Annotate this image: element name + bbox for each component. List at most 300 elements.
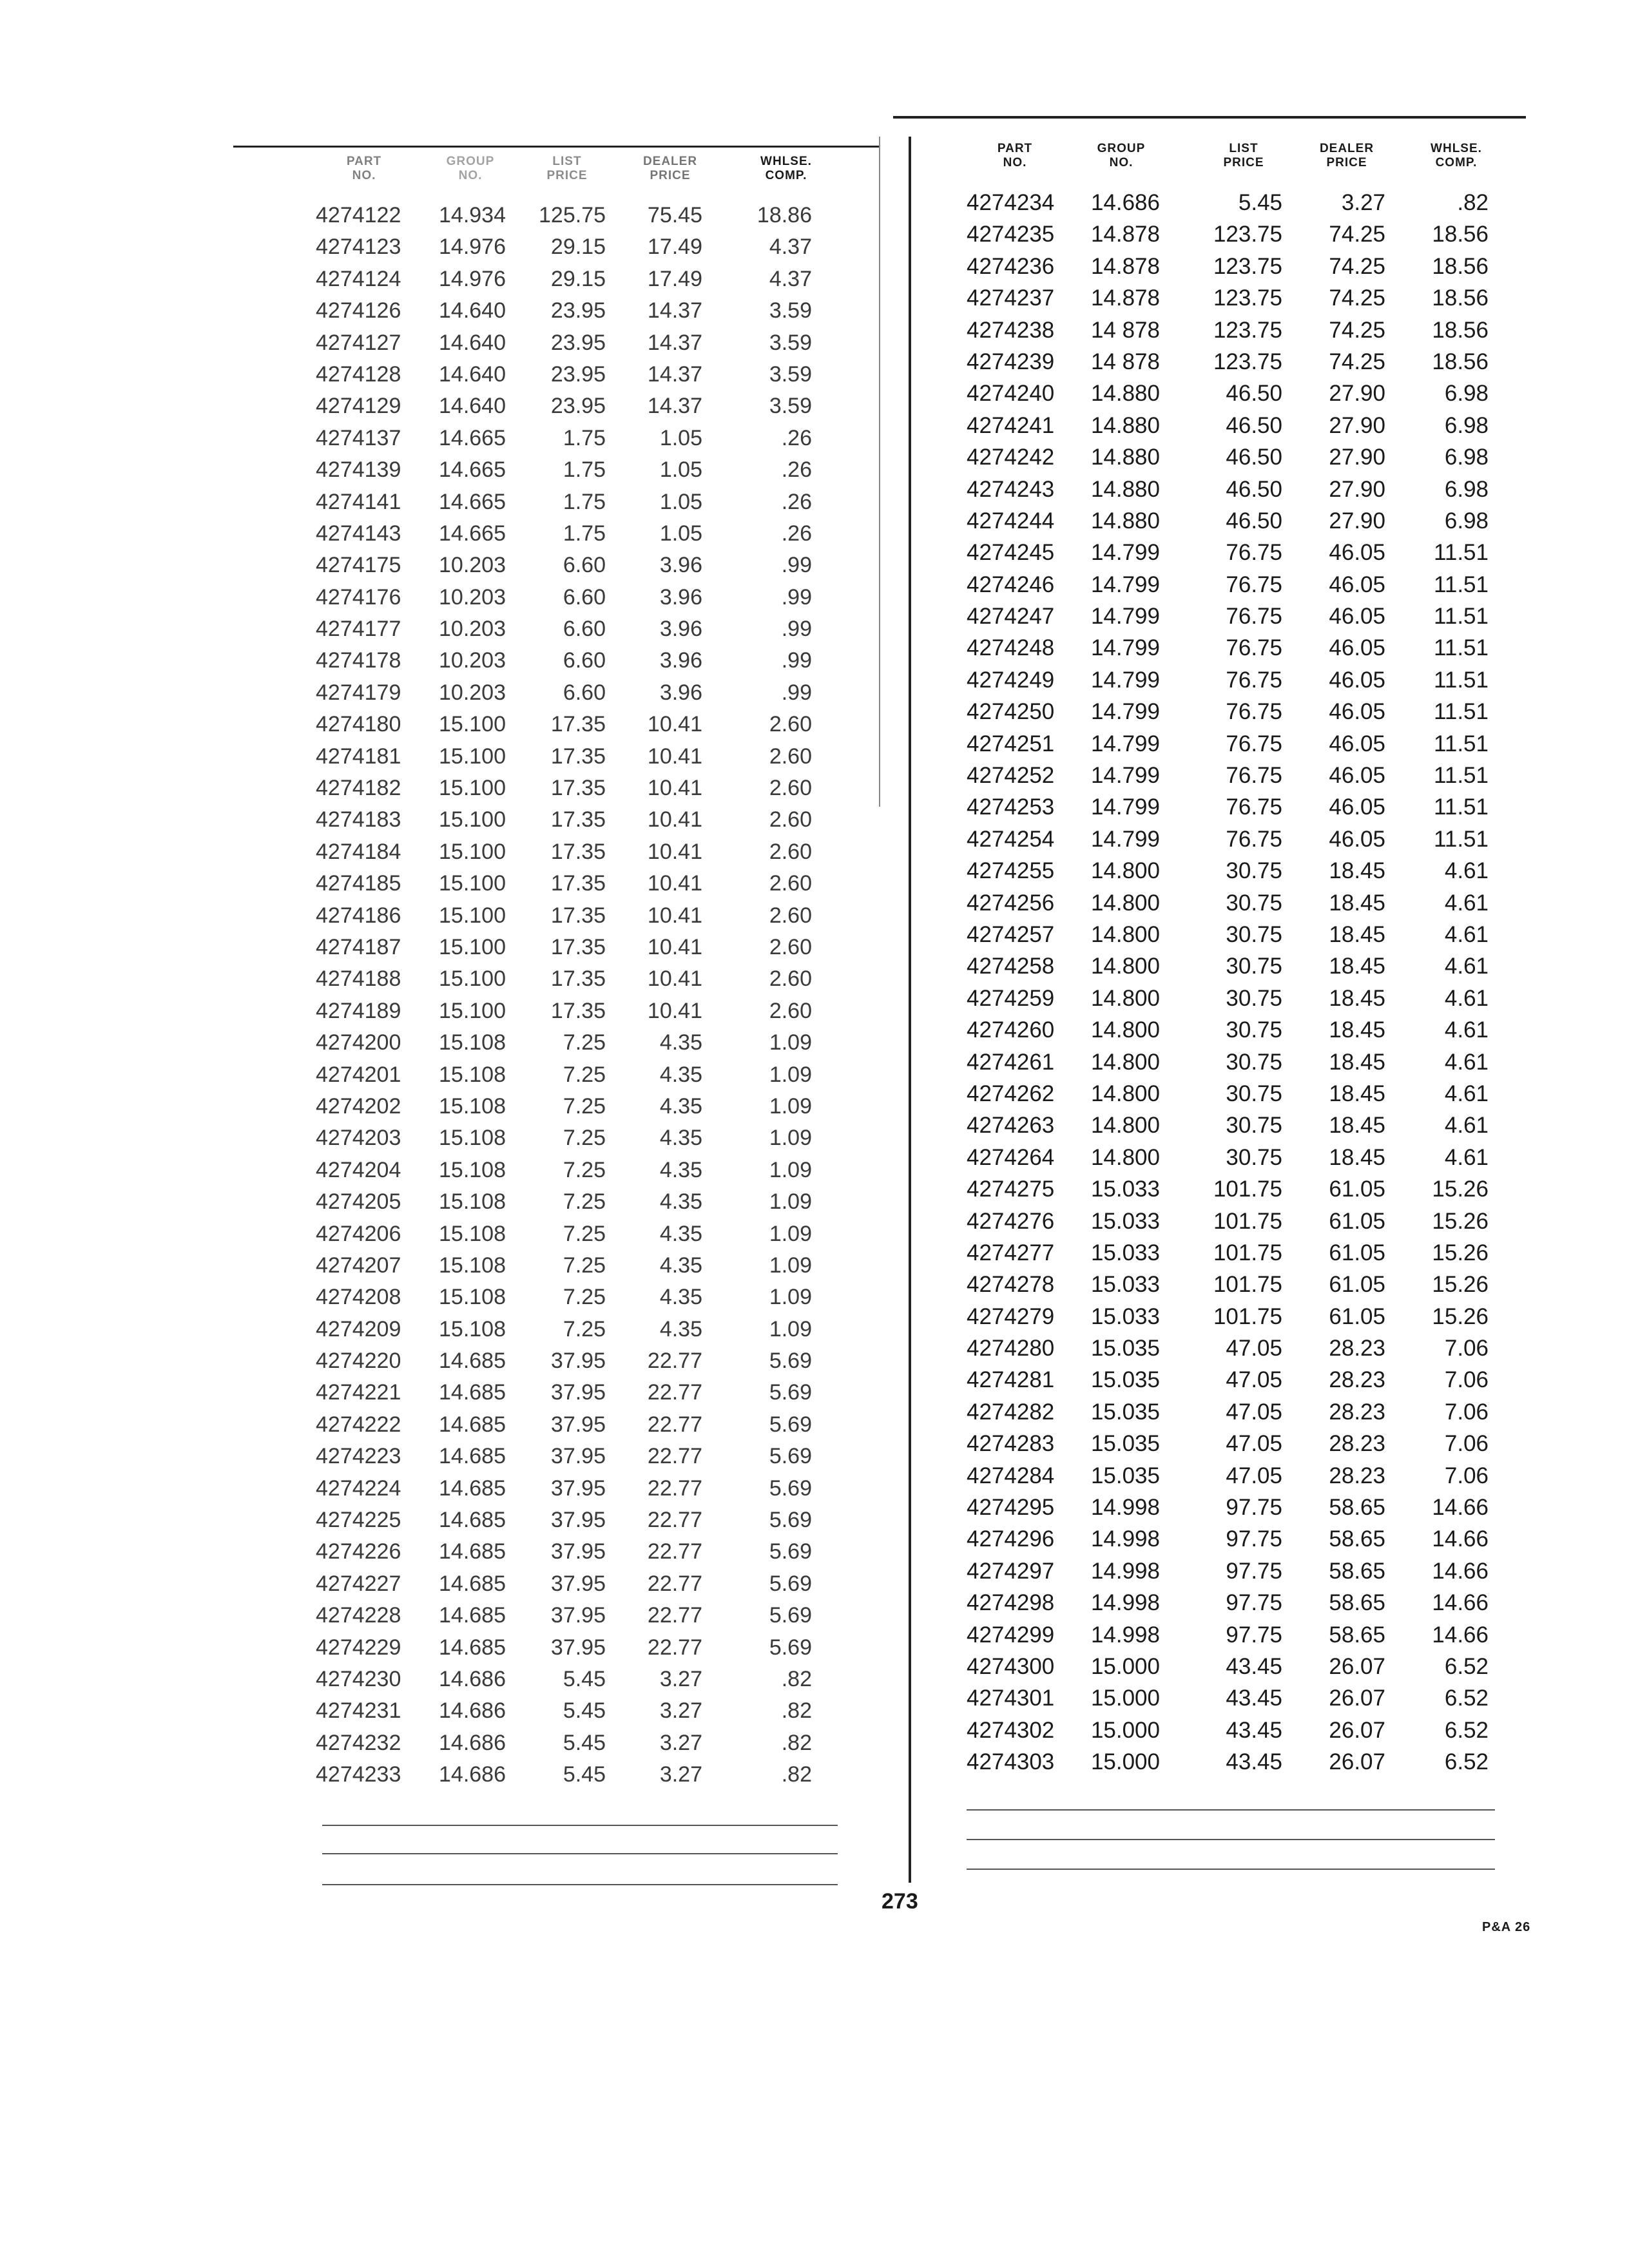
- group-no-cell: 15.108: [439, 1157, 506, 1182]
- dealer-price-cell: 17.49: [647, 235, 702, 260]
- table-row: [967, 760, 1534, 791]
- dealer-price-cell: 61.05: [1329, 1208, 1385, 1234]
- table-row: [967, 1332, 1534, 1364]
- group-no-cell: 15.000: [1090, 1686, 1160, 1711]
- whlse-comp-cell: 6.98: [1444, 508, 1489, 533]
- table-row: [309, 1218, 876, 1250]
- part-no-cell: 4274247: [967, 604, 1055, 629]
- whlse-comp-cell: 5.69: [769, 1635, 812, 1660]
- header-group-no: GROUP NO.: [446, 155, 495, 182]
- part-no-cell: 4274296: [967, 1526, 1055, 1552]
- dealer-price-cell: 10.41: [647, 839, 702, 864]
- column-divider: [909, 137, 911, 1883]
- whlse-comp-cell: 1.09: [769, 1126, 812, 1151]
- list-price-cell: 101.75: [1213, 1240, 1282, 1265]
- table-row: [309, 327, 876, 359]
- list-price-cell: 76.75: [1226, 699, 1282, 725]
- part-no-cell: 4274181: [316, 744, 401, 769]
- part-no-cell: 4274143: [316, 521, 401, 546]
- whlse-comp-cell: .99: [781, 617, 812, 642]
- list-price-cell: 7.25: [563, 1093, 606, 1119]
- part-no-cell: 4274185: [316, 871, 401, 896]
- group-no-cell: 15.100: [439, 934, 506, 959]
- whlse-comp-cell: 4.61: [1444, 1017, 1489, 1043]
- group-no-cell: 15.108: [439, 1093, 506, 1119]
- group-no-cell: 15.035: [1090, 1367, 1160, 1393]
- whlse-comp-cell: 1.09: [769, 1285, 812, 1310]
- part-no-cell: 4274225: [316, 1508, 401, 1533]
- part-no-cell: 4274301: [967, 1686, 1055, 1711]
- part-no-cell: 4274175: [316, 553, 401, 578]
- whlse-comp-cell: 11.51: [1434, 826, 1489, 852]
- whlse-comp-cell: 5.69: [769, 1349, 812, 1374]
- group-no-cell: 14.998: [1090, 1495, 1160, 1521]
- whlse-comp-cell: 2.60: [769, 839, 812, 864]
- group-no-cell: 15.035: [1090, 1463, 1160, 1488]
- whlse-comp-cell: 6.98: [1444, 381, 1489, 407]
- part-no-cell: 4274282: [967, 1399, 1055, 1425]
- dealer-price-cell: 58.65: [1329, 1558, 1385, 1584]
- whlse-comp-cell: 1.09: [769, 1030, 812, 1055]
- table-row: [967, 1428, 1534, 1459]
- part-no-cell: 4274300: [967, 1653, 1055, 1679]
- group-no-cell: 14.800: [1090, 1113, 1160, 1139]
- dealer-price-cell: 1.05: [659, 457, 702, 483]
- whlse-comp-cell: .26: [781, 489, 812, 514]
- table-row: [309, 1473, 876, 1504]
- table-row: [967, 314, 1534, 346]
- group-no-cell: 14.800: [1090, 890, 1160, 916]
- table-row: [309, 200, 876, 231]
- list-price-cell: 37.95: [550, 1539, 606, 1564]
- table-row: [309, 900, 876, 932]
- whlse-comp-cell: 2.60: [769, 871, 812, 896]
- part-no-cell: 4274137: [316, 425, 401, 450]
- dealer-price-cell: 22.77: [647, 1571, 702, 1596]
- group-no-cell: 14.799: [1090, 572, 1160, 597]
- whlse-comp-cell: 5.69: [769, 1444, 812, 1469]
- part-no-cell: 4274141: [316, 489, 401, 514]
- whlse-comp-cell: 2.60: [769, 776, 812, 801]
- part-no-cell: 4274124: [316, 266, 401, 291]
- table-row: [309, 1568, 876, 1600]
- table-row: [309, 1345, 876, 1377]
- part-no-cell: 4274178: [316, 648, 401, 673]
- list-price-cell: 30.75: [1226, 858, 1282, 884]
- dealer-price-cell: 61.05: [1329, 1303, 1385, 1329]
- dealer-price-cell: 3.96: [659, 680, 702, 705]
- part-no-cell: 4274202: [316, 1093, 401, 1119]
- whlse-comp-cell: 2.60: [769, 712, 812, 737]
- part-no-cell: 4274229: [316, 1635, 401, 1660]
- table-row: [967, 1078, 1534, 1110]
- part-no-cell: 4274234: [967, 190, 1055, 215]
- table-row: [967, 919, 1534, 950]
- dealer-price-cell: 58.65: [1329, 1590, 1385, 1616]
- group-no-cell: 14.799: [1090, 699, 1160, 725]
- list-price-cell: 17.35: [550, 998, 606, 1023]
- list-price-cell: 23.95: [550, 330, 606, 355]
- right-price-table: [967, 142, 1534, 1785]
- part-no-cell: 4274129: [316, 394, 401, 419]
- list-price-cell: 43.45: [1226, 1686, 1282, 1711]
- list-price-cell: 17.35: [550, 776, 606, 801]
- list-price-cell: 17.35: [550, 807, 606, 832]
- header-dealer-price: DEALER PRICE: [1319, 142, 1374, 169]
- whlse-comp-cell: 18.56: [1432, 285, 1489, 311]
- whlse-comp-cell: 11.51: [1434, 635, 1489, 661]
- dealer-price-cell: 75.45: [647, 203, 702, 227]
- whlse-comp-cell: 11.51: [1434, 667, 1489, 693]
- part-no-cell: 4274123: [316, 235, 401, 260]
- table-row: [309, 773, 876, 804]
- dealer-price-cell: 10.41: [647, 966, 702, 992]
- list-price-cell: 46.50: [1226, 412, 1282, 438]
- table-row: [309, 1059, 876, 1091]
- table-row: [309, 231, 876, 263]
- part-no-cell: 4274262: [967, 1081, 1055, 1106]
- list-price-cell: 5.45: [563, 1698, 606, 1724]
- dealer-price-cell: 14.37: [647, 298, 702, 323]
- dealer-price-cell: 28.23: [1329, 1367, 1385, 1393]
- whlse-comp-cell: 6.98: [1444, 476, 1489, 502]
- dealer-price-cell: 3.96: [659, 648, 702, 673]
- table-row: [309, 295, 876, 327]
- table-row: [309, 423, 876, 454]
- part-no-cell: 4274187: [316, 934, 401, 959]
- whlse-comp-cell: 18.56: [1432, 222, 1489, 247]
- dealer-price-cell: 1.05: [659, 489, 702, 514]
- dealer-price-cell: 26.07: [1329, 1686, 1385, 1711]
- part-no-cell: 4274246: [967, 572, 1055, 597]
- group-no-cell: 15.033: [1090, 1240, 1160, 1265]
- part-no-cell: 4274239: [967, 349, 1055, 374]
- list-price-cell: 101.75: [1213, 1177, 1282, 1202]
- dealer-price-cell: 18.45: [1329, 921, 1385, 947]
- whlse-comp-cell: 1.09: [769, 1062, 812, 1087]
- group-no-cell: 15.033: [1090, 1177, 1160, 1202]
- whlse-comp-cell: 7.06: [1444, 1336, 1489, 1361]
- table-row: [967, 1301, 1534, 1332]
- part-no-cell: 4274224: [316, 1475, 401, 1501]
- table-row: [967, 569, 1534, 601]
- list-price-cell: 17.35: [550, 871, 606, 896]
- table-row: [967, 410, 1534, 441]
- list-price-cell: 7.25: [563, 1189, 606, 1215]
- group-no-cell: 14.880: [1090, 445, 1160, 470]
- whlse-comp-cell: 6.52: [1444, 1653, 1489, 1679]
- whlse-comp-cell: 1.09: [769, 1316, 812, 1341]
- table-row: [967, 1619, 1534, 1651]
- blank-line-right-1: [967, 1809, 1495, 1811]
- table-row: [967, 441, 1534, 473]
- group-no-cell: 14.800: [1090, 1144, 1160, 1170]
- part-no-cell: 4274260: [967, 1017, 1055, 1043]
- part-no-cell: 4274236: [967, 253, 1055, 279]
- table-row: [309, 995, 876, 1027]
- list-price-cell: 123.75: [1213, 285, 1282, 311]
- whlse-comp-cell: 15.26: [1432, 1303, 1489, 1329]
- group-no-cell: 15.000: [1090, 1717, 1160, 1743]
- whlse-comp-cell: 11.51: [1434, 794, 1489, 820]
- group-no-cell: 14.685: [439, 1444, 506, 1469]
- table-row: [967, 632, 1534, 664]
- table-row: [309, 932, 876, 963]
- group-no-cell: 10.203: [439, 553, 506, 578]
- whlse-comp-cell: 4.61: [1444, 1081, 1489, 1106]
- list-price-cell: 7.25: [563, 1062, 606, 1087]
- part-no-cell: 4274240: [967, 381, 1055, 407]
- whlse-comp-cell: 4.37: [769, 266, 812, 291]
- group-no-cell: 14.976: [439, 266, 506, 291]
- list-price-cell: 17.35: [550, 966, 606, 992]
- group-no-cell: 14.685: [439, 1635, 506, 1660]
- dealer-price-cell: 10.41: [647, 998, 702, 1023]
- list-price-cell: 123.75: [1213, 349, 1282, 374]
- dealer-price-cell: 22.77: [647, 1635, 702, 1660]
- whlse-comp-cell: 3.59: [769, 298, 812, 323]
- whlse-comp-cell: 1.09: [769, 1221, 812, 1246]
- list-price-cell: 76.75: [1226, 635, 1282, 661]
- dealer-price-cell: 28.23: [1329, 1431, 1385, 1457]
- group-no-cell: 14.640: [439, 330, 506, 355]
- group-no-cell: 15.100: [439, 744, 506, 769]
- top-rule-right: [893, 116, 1526, 119]
- list-price-cell: 7.25: [563, 1030, 606, 1055]
- dealer-price-cell: 18.45: [1329, 1049, 1385, 1075]
- left-price-table: [309, 155, 876, 1798]
- whlse-comp-cell: .26: [781, 425, 812, 450]
- table-row: [309, 1441, 876, 1472]
- group-no-cell: 10.203: [439, 584, 506, 610]
- whlse-comp-cell: 5.69: [769, 1475, 812, 1501]
- table-row: [309, 1186, 876, 1218]
- list-price-cell: 37.95: [550, 1635, 606, 1660]
- table-row: [967, 346, 1534, 378]
- list-price-cell: 76.75: [1226, 667, 1282, 693]
- group-no-cell: 15.108: [439, 1221, 506, 1246]
- dealer-price-cell: 61.05: [1329, 1240, 1385, 1265]
- group-no-cell: 14.799: [1090, 667, 1160, 693]
- dealer-price-cell: 10.41: [647, 776, 702, 801]
- list-price-cell: 97.75: [1226, 1622, 1282, 1648]
- table-row: [309, 613, 876, 645]
- group-no-cell: 14.685: [439, 1571, 506, 1596]
- part-no-cell: 4274231: [316, 1698, 401, 1724]
- group-no-cell: 14.998: [1090, 1526, 1160, 1552]
- table-row: [967, 187, 1534, 218]
- list-price-cell: 7.25: [563, 1253, 606, 1278]
- part-no-cell: 4274255: [967, 858, 1055, 884]
- whlse-comp-cell: 3.59: [769, 361, 812, 387]
- header-group-no: GROUP NO.: [1097, 142, 1146, 169]
- table-row: [967, 950, 1534, 982]
- list-price-cell: 17.35: [550, 744, 606, 769]
- list-price-cell: 97.75: [1226, 1495, 1282, 1521]
- list-price-cell: 17.35: [550, 839, 606, 864]
- whlse-comp-cell: 2.60: [769, 807, 812, 832]
- part-no-cell: 4274254: [967, 826, 1055, 852]
- group-no-cell: 14.665: [439, 425, 506, 450]
- dealer-price-cell: 4.35: [659, 1221, 702, 1246]
- group-no-cell: 15.100: [439, 839, 506, 864]
- group-no-cell: 15.100: [439, 807, 506, 832]
- whlse-comp-cell: 5.69: [769, 1539, 812, 1564]
- whlse-comp-cell: 1.09: [769, 1253, 812, 1278]
- group-no-cell: 14.640: [439, 361, 506, 387]
- dealer-price-cell: 46.05: [1329, 635, 1385, 661]
- group-no-cell: 10.203: [439, 680, 506, 705]
- table-row: [309, 1314, 876, 1345]
- group-no-cell: 14.799: [1090, 604, 1160, 629]
- dealer-price-cell: 18.45: [1329, 858, 1385, 884]
- dealer-price-cell: 4.35: [659, 1062, 702, 1087]
- table-row: [967, 1014, 1534, 1046]
- whlse-comp-cell: 14.66: [1432, 1526, 1489, 1552]
- whlse-comp-cell: 18.86: [757, 203, 812, 227]
- list-price-cell: 37.95: [550, 1444, 606, 1469]
- table-row: [967, 1651, 1534, 1682]
- part-no-cell: 4274299: [967, 1622, 1055, 1648]
- dealer-price-cell: 74.25: [1329, 349, 1385, 374]
- table-row: [967, 1269, 1534, 1300]
- part-no-cell: 4274275: [967, 1177, 1055, 1202]
- dealer-price-cell: 3.27: [659, 1762, 702, 1787]
- part-no-cell: 4274303: [967, 1749, 1055, 1775]
- part-no-cell: 4274257: [967, 921, 1055, 947]
- list-price-cell: 6.60: [563, 648, 606, 673]
- dealer-price-cell: 1.05: [659, 425, 702, 450]
- group-no-cell: 14.665: [439, 457, 506, 483]
- table-row: [967, 218, 1534, 250]
- dealer-price-cell: 10.41: [647, 807, 702, 832]
- whlse-comp-cell: 4.61: [1444, 858, 1489, 884]
- group-no-cell: 14.686: [439, 1698, 506, 1724]
- part-no-cell: 4274233: [316, 1762, 401, 1787]
- list-price-cell: 37.95: [550, 1571, 606, 1596]
- part-no-cell: 4274258: [967, 954, 1055, 979]
- list-price-cell: 29.15: [550, 235, 606, 260]
- list-price-cell: 5.45: [1238, 190, 1282, 215]
- table-row: [309, 1695, 876, 1727]
- header-part-no: PART NO.: [997, 142, 1033, 169]
- whlse-comp-cell: 11.51: [1434, 604, 1489, 629]
- dealer-price-cell: 3.96: [659, 553, 702, 578]
- list-price-cell: 47.05: [1226, 1431, 1282, 1457]
- part-no-cell: 4274284: [967, 1463, 1055, 1488]
- dealer-price-cell: 10.41: [647, 712, 702, 737]
- group-no-cell: 15.035: [1090, 1431, 1160, 1457]
- dealer-price-cell: 4.35: [659, 1093, 702, 1119]
- dealer-price-cell: 18.45: [1329, 1081, 1385, 1106]
- group-no-cell: 15.100: [439, 776, 506, 801]
- whlse-comp-cell: 5.69: [769, 1571, 812, 1596]
- whlse-comp-cell: 5.69: [769, 1412, 812, 1437]
- list-price-cell: 5.45: [563, 1730, 606, 1755]
- group-no-cell: 14.998: [1090, 1622, 1160, 1648]
- list-price-cell: 29.15: [550, 266, 606, 291]
- table-row: [967, 378, 1534, 409]
- dealer-price-cell: 27.90: [1329, 412, 1385, 438]
- list-price-cell: 30.75: [1226, 1144, 1282, 1170]
- group-no-cell: 14 878: [1090, 349, 1160, 374]
- table-row: [967, 251, 1534, 282]
- part-no-cell: 4274230: [316, 1666, 401, 1691]
- table-row: [309, 1504, 876, 1536]
- whlse-comp-cell: 2.60: [769, 744, 812, 769]
- group-no-cell: 14.998: [1090, 1558, 1160, 1584]
- part-no-cell: 4274252: [967, 763, 1055, 789]
- dealer-price-cell: 46.05: [1329, 540, 1385, 566]
- dealer-price-cell: 4.35: [659, 1285, 702, 1310]
- group-no-cell: 14.640: [439, 298, 506, 323]
- list-price-cell: 17.35: [550, 934, 606, 959]
- table-row: [967, 1555, 1534, 1587]
- list-price-cell: 37.95: [550, 1380, 606, 1405]
- list-price-cell: 76.75: [1226, 826, 1282, 852]
- dealer-price-cell: 27.90: [1329, 476, 1385, 502]
- part-no-cell: 4274179: [316, 680, 401, 705]
- header-list-price: LIST PRICE: [1223, 142, 1264, 169]
- group-no-cell: 14.799: [1090, 731, 1160, 756]
- part-no-cell: 4274222: [316, 1412, 401, 1437]
- dealer-price-cell: 46.05: [1329, 763, 1385, 789]
- part-no-cell: 4274238: [967, 317, 1055, 343]
- header-whlse-comp: WHLSE. COMP.: [1431, 142, 1482, 169]
- part-no-cell: 4274177: [316, 617, 401, 642]
- list-price-cell: 76.75: [1226, 540, 1282, 566]
- table-row: [309, 645, 876, 677]
- table-row: [309, 1600, 876, 1631]
- whlse-comp-cell: 11.51: [1434, 763, 1489, 789]
- dealer-price-cell: 74.25: [1329, 317, 1385, 343]
- whlse-comp-cell: 11.51: [1434, 699, 1489, 725]
- dealer-price-cell: 46.05: [1329, 794, 1385, 820]
- whlse-comp-cell: 11.51: [1434, 572, 1489, 597]
- whlse-comp-cell: 3.59: [769, 330, 812, 355]
- group-no-cell: 14.686: [1090, 190, 1160, 215]
- table-row: [967, 983, 1534, 1014]
- group-no-cell: 14.685: [439, 1412, 506, 1437]
- dealer-price-cell: 27.90: [1329, 381, 1385, 407]
- whlse-comp-cell: 4.61: [1444, 921, 1489, 947]
- group-no-cell: 14.685: [439, 1603, 506, 1628]
- dealer-price-cell: 58.65: [1329, 1526, 1385, 1552]
- list-price-cell: 97.75: [1226, 1526, 1282, 1552]
- table-row: [309, 709, 876, 740]
- list-price-cell: 30.75: [1226, 921, 1282, 947]
- whlse-comp-cell: 1.09: [769, 1157, 812, 1182]
- table-row: [309, 1409, 876, 1441]
- group-no-cell: 14.799: [1090, 826, 1160, 852]
- left-table-edge: [879, 137, 880, 807]
- left-rows: [309, 200, 876, 1791]
- dealer-price-cell: 3.27: [659, 1730, 702, 1755]
- group-no-cell: 15.108: [439, 1062, 506, 1087]
- right-rows: [967, 187, 1534, 1778]
- list-price-cell: 30.75: [1226, 1017, 1282, 1043]
- whlse-comp-cell: .82: [781, 1762, 812, 1787]
- table-row: [967, 1142, 1534, 1173]
- list-price-cell: 46.50: [1226, 476, 1282, 502]
- part-no-cell: 4274186: [316, 903, 401, 928]
- list-price-cell: 1.75: [563, 489, 606, 514]
- dealer-price-cell: 22.77: [647, 1412, 702, 1437]
- whlse-comp-cell: 6.52: [1444, 1717, 1489, 1743]
- table-row: [309, 963, 876, 995]
- dealer-price-cell: 14.37: [647, 394, 702, 419]
- table-row: [967, 791, 1534, 823]
